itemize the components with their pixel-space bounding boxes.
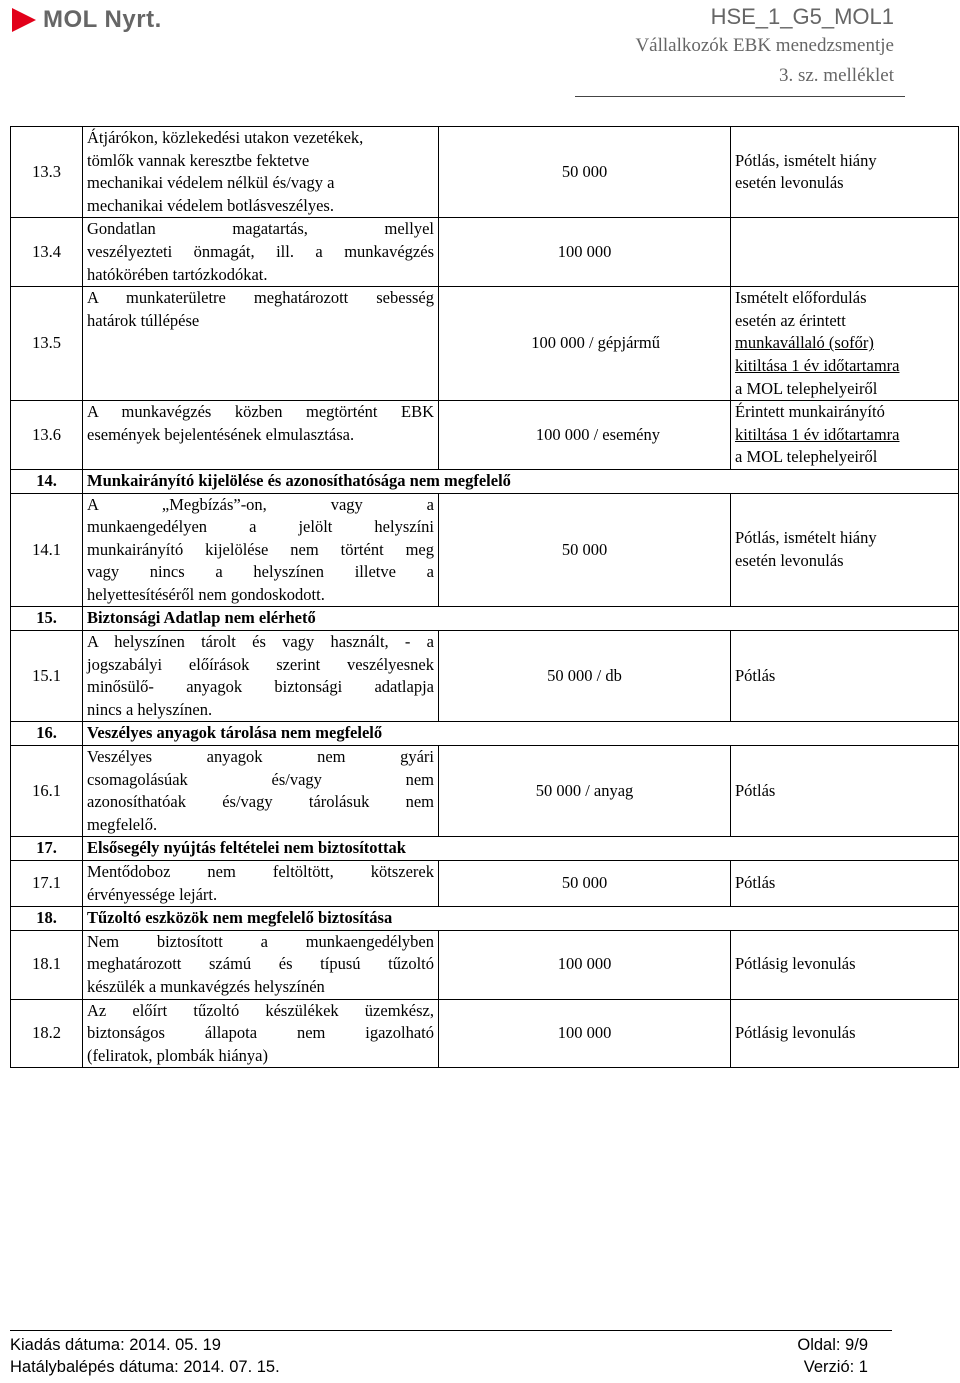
document-title: Vállalkozók EBK menedzsmentje [635,35,894,56]
consequence-line: a MOL telephelyeiről [735,447,878,467]
description-line: Mentődoboz nem feltöltött, kötszerek [87,862,434,881]
consequence-line: munkavállaló (sofőr) [735,333,874,353]
description-line: munkairányító kijelölése nem történt meg [87,539,434,559]
description-line: mechanikai védelem nélkül és/vagy a [87,173,335,193]
description-line: érvényessége lejárt. [87,884,218,904]
consequence [731,493,959,607]
description-line: Az előírt tűzoltó készülékek üzemkész, [87,1000,434,1020]
effective-date: Hatálybalépés dátuma: 2014. 07. 15. [10,1358,280,1376]
row-number: 16.1 [11,746,83,837]
row-description [83,999,439,1068]
consequence-line: esetén levonulás [735,173,844,193]
section-row [11,607,959,631]
description-line: események bejelentésének elmulasztása. [87,424,355,444]
row-number: 17.1 [11,861,83,907]
row-description [83,631,439,722]
section-title: Veszélyes anyagok tárolása nem megfelelő [83,722,959,746]
penalty-amount: 50 000 / anyag [439,746,731,837]
section-number: 14. [11,469,83,493]
description-line: Gondatlan magatartás, mellyel [87,219,434,239]
table-row [11,218,959,287]
description-line: határok túllépése [87,310,200,330]
description-line: nincs a helyszínen. [87,699,213,719]
annex-label: 3. sz. melléklet [778,65,894,86]
section-row [11,837,959,861]
row-number: 18.2 [11,999,83,1068]
consequence: Pótlás [731,746,959,837]
description-line: A „Megbízás”-on, vagy a [87,494,434,514]
section-number: 15. [11,607,83,631]
row-number: 13.3 [11,127,83,218]
consequence: Pótlás [731,631,959,722]
consequence-line: Ismételt előfordulás [735,288,867,308]
consequence: Pótlásig levonulás [731,930,959,999]
description-line: munkaengedélyen a jelölt helyszíni [87,517,434,537]
consequence: Pótlásig levonulás [731,999,959,1068]
penalty-amount: 100 000 [439,999,731,1068]
description-line: A munkaterületre meghatározott sebesség [87,288,434,308]
consequence-line: Pótlás, ismételt hiány [735,528,877,548]
description-line: vagy nincs a helyszínen illetve a [87,562,434,582]
section-number: 16. [11,722,83,746]
description-line: csomagolásúak és/vagy nem [87,769,434,789]
section-row [11,469,959,493]
row-description [83,218,439,287]
description-line: hatókörében tartózkodókat. [87,264,268,284]
version: Verzió: 1 [803,1358,868,1376]
row-description [83,401,439,470]
section-row [11,722,959,746]
consequence [731,401,959,470]
description-line: biztonságos állapota nem igazolható [87,1023,434,1043]
section-number: 18. [11,907,83,931]
section-number: 17. [11,837,83,861]
row-description [83,127,439,218]
row-description [83,287,439,401]
row-number: 18.1 [11,930,83,999]
penalty-table [10,126,959,1068]
row-description [83,746,439,837]
row-number: 15.1 [11,631,83,722]
consequence-line: esetén levonulás [735,550,844,570]
consequence [731,218,959,287]
description-line: Veszélyes anyagok nem gyári [87,747,434,767]
consequence-line: kitiltása 1 év időtartamra [735,424,900,444]
description-line: meghatározott számú és típusú tűzoltó [87,954,434,974]
description-line: veszélyezteti önmagát, ill. a munkavégzés [87,241,434,261]
penalty-amount: 50 000 / db [439,631,731,722]
mol-arrow-icon [10,6,38,34]
section-title: Tűzoltó eszközök nem megfelelő biztosítása [83,907,959,931]
description-line: jogszabályi előírások szerint veszélyesnek [87,654,434,674]
row-number: 13.6 [11,401,83,470]
consequence-line: a MOL telephelyeiről [735,378,878,398]
issue-date: Kiadás dátuma: 2014. 05. 19 [10,1336,221,1354]
description-line: azonosíthatóak és/vagy tárolásuk nem [87,792,434,812]
description-line: Nem biztosított a munkaengedélyben [87,931,434,951]
penalty-amount: 100 000 [439,930,731,999]
row-description [83,493,439,607]
penalty-amount: 50 000 [439,493,731,607]
row-number: 14.1 [11,493,83,607]
table-row [11,746,959,837]
description-line: minősülő- anyagok biztonsági adatlapja [87,677,434,697]
company-logo [10,4,162,36]
consequence-line: kitiltása 1 év időtartamra [735,355,900,375]
section-title: Munkairányító kijelölése és azonosíthatósága nem megfelelő [83,469,959,493]
description-line: A helyszínen tárolt és vagy használt, - a [87,632,434,652]
table-row [11,401,959,470]
section-row [11,907,959,931]
description-line: Átjárókon, közlekedési utakon vezetékek, [87,128,364,147]
row-description [83,861,439,907]
consequence-line: Érintett munkairányító [735,402,885,422]
description-line: (feliratok, plombák hiánya) [87,1045,268,1065]
table-row [11,287,959,401]
description-line: tömlők vannak keresztbe fektetve [87,150,310,170]
table-row [11,861,959,907]
table-row [11,930,959,999]
section-title: Elsősegély nyújtás feltételei nem biztosítottak [83,837,959,861]
penalty-amount: 100 000 [439,218,731,287]
description-line: készülék a munkavégzés helyszínén [87,976,325,996]
table-row [11,999,959,1068]
row-number: 13.4 [11,218,83,287]
table-row [11,631,959,722]
description-line: helyettesítéséről nem gondoskodott. [87,584,325,604]
consequence-line: Pótlás, ismételt hiány [735,150,877,170]
description-line: megfelelő. [87,814,158,834]
header-divider [575,96,905,97]
description-line: mechanikai védelem botlásveszélyes. [87,195,334,215]
penalty-amount: 50 000 [439,127,731,218]
consequence [731,127,959,218]
table-row [11,127,959,218]
consequence-line: esetén az érintett [735,310,846,330]
penalty-amount: 50 000 [439,861,731,907]
page-number: Oldal: 9/9 [797,1336,868,1354]
footer-divider [10,1330,892,1331]
consequence: Pótlás [731,861,959,907]
table-row [11,493,959,607]
row-number: 13.5 [11,287,83,401]
document-code: HSE_1_G5_MOL1 [710,4,894,29]
penalty-amount: 100 000 / gépjármű [439,287,731,401]
penalty-amount: 100 000 / esemény [439,401,731,470]
row-description [83,930,439,999]
description-line: A munkavégzés közben megtörtént EBK [87,402,434,422]
section-title: Biztonsági Adatlap nem elérhető [83,607,959,631]
company-name: MOL Nyrt. [43,6,162,33]
consequence [731,287,959,401]
